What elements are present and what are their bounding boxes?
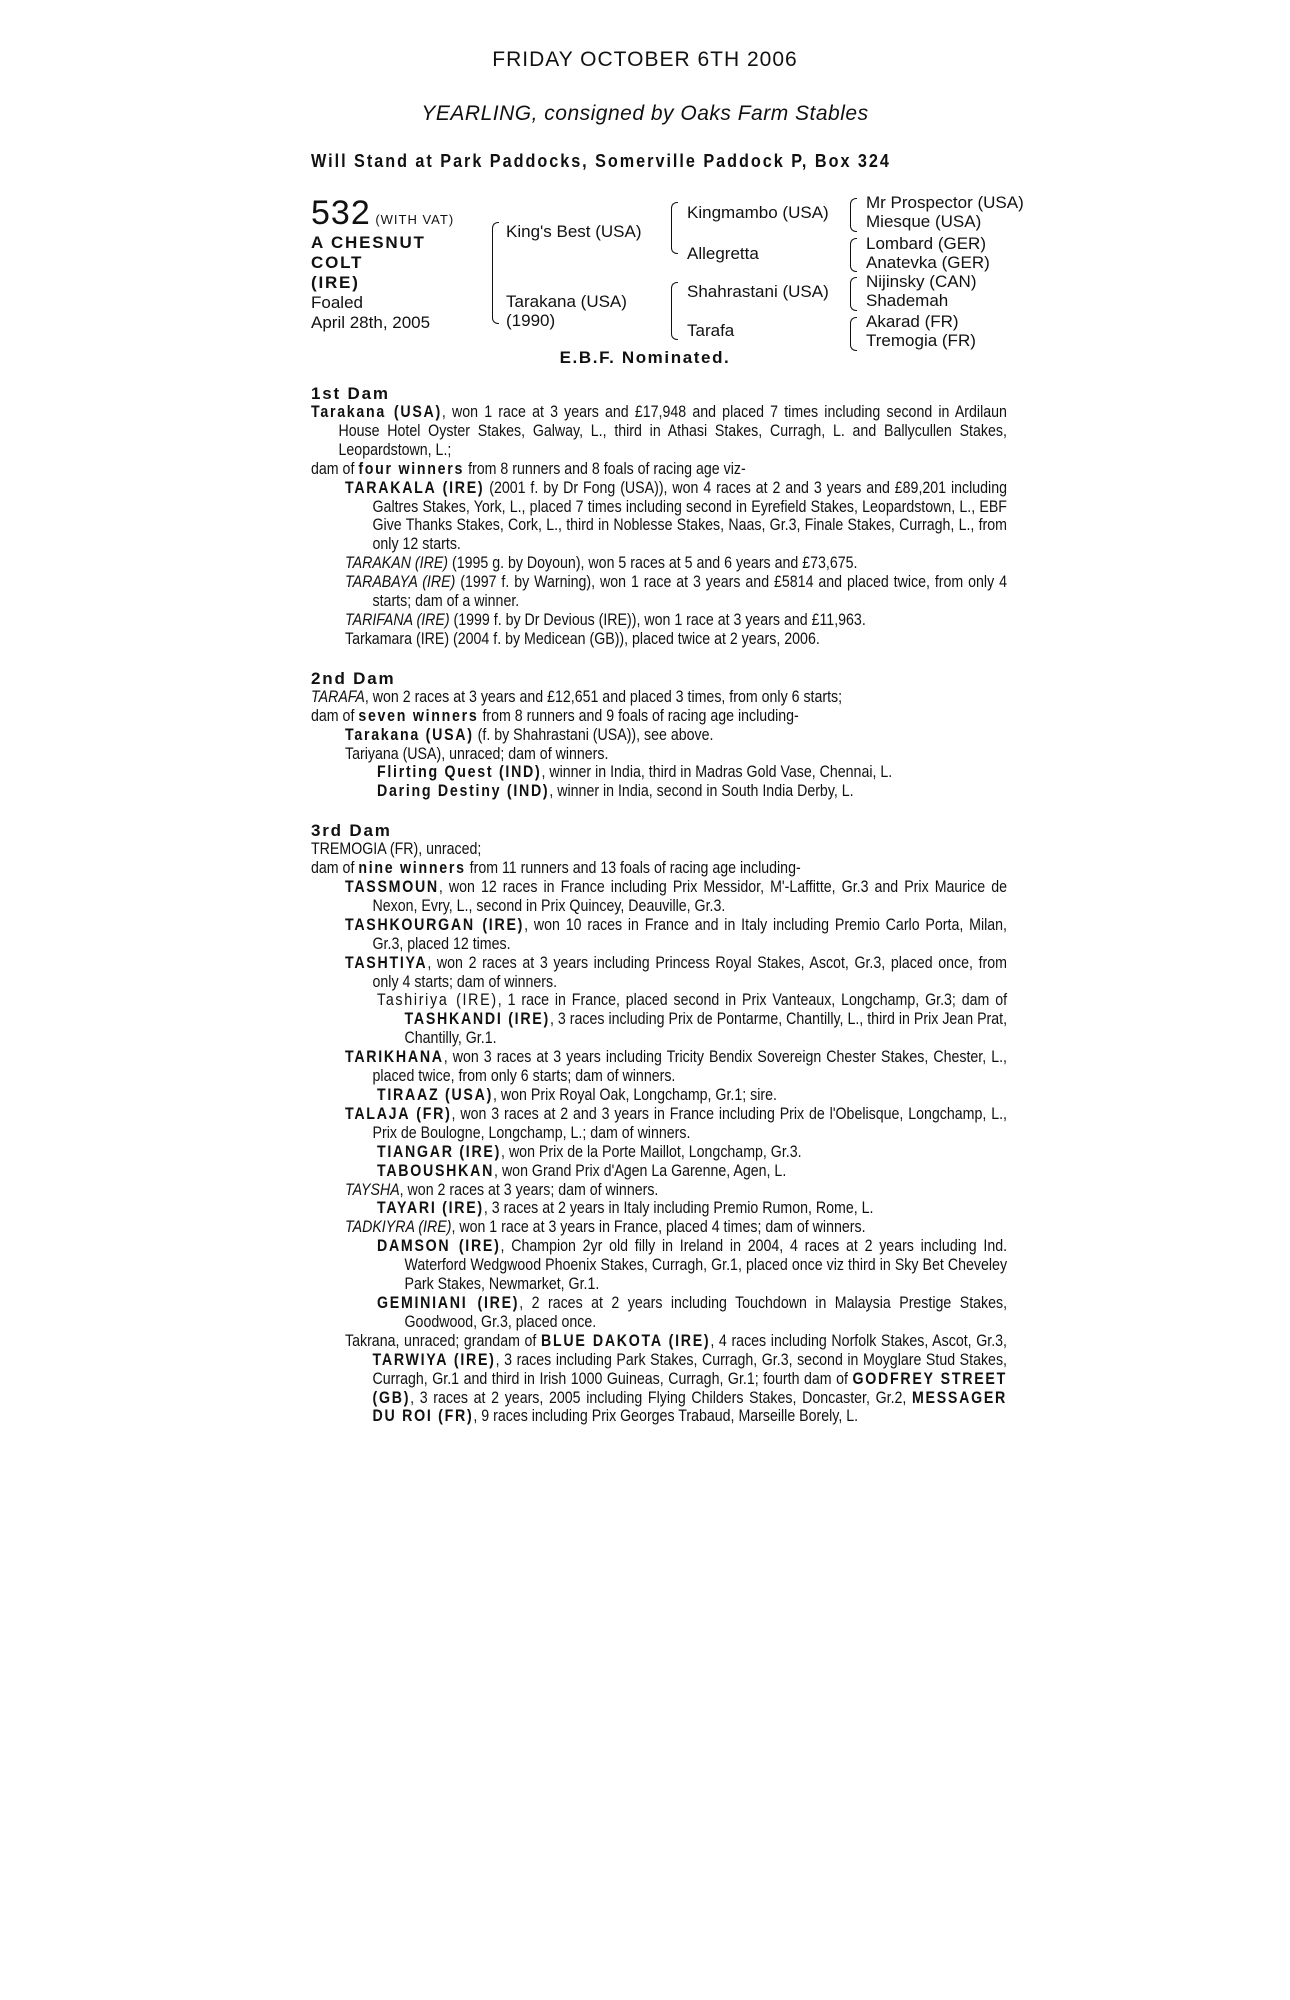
dam-paragraph: TREMOGIA (FR), unraced; (311, 840, 482, 859)
pedigree-gen3: Shademah (866, 291, 949, 310)
grand-offspring-entry: DAMSON (IRE), Champion 2yr old filly in Ireland in 2004, 4 races at 2 years including Ind. Waterford Wedgwood Phoenix Stakes, Curragh, Gr.1, placed once viz third in Sky Bet Cheveley Park Stakes, Newmarket, Gr.1. (377, 1237, 1008, 1294)
pedigree-gen2: Tarafa (687, 321, 735, 340)
pedigree-brace (850, 277, 857, 311)
offspring-entry: TASSMOUN, won 12 races in France including Prix Messidor, M'-Laffitte, Gr.3 and Prix Maurice de Nexon, Evry, L., second in Prix Quincey, Deauville, Gr.3. (345, 878, 1007, 915)
pedigree-gen3: Mr Prospector (USA) (866, 193, 1024, 212)
ebf-nominated: E.B.F. Nominated. (559, 348, 731, 367)
pedigree-gen3: Nijinsky (CAN) (866, 272, 977, 291)
offspring-entry: TARIFANA (IRE) (1999 f. by Dr Devious (IRE)), won 1 race at 3 years and £11,963. (345, 610, 866, 629)
grand-offspring-entry: GEMINIANI (IRE), 2 races at 2 years including Touchdown in Malaysia Prestige Stakes, Goodwood, Gr.3, placed once. (377, 1293, 1008, 1331)
pedigree-gen2: Allegretta (687, 244, 759, 263)
offspring-entry: TARAKAN (IRE) (1995 g. by Doyoun), won 5 races at 5 and 6 years and £73,675. (345, 554, 858, 573)
dam-paragraph: TARAFA, won 2 races at 3 years and £12,651 and placed 3 times, from only 6 starts; (311, 687, 843, 706)
lot-block (311, 194, 476, 333)
offspring-entry: TARAKALA (IRE) (2001 f. by Dr Fong (USA)), won 4 races at 2 and 3 years and £89,201 including Galtres Stakes, York, L., placed 7 times including second in Eyrefield Stakes, Leopardstown, L., EBF Give Thanks Stakes, Cork, L., third in Noblesse Stakes, Naas, Gr.3, Finale Stakes, Curragh, L., from only 12 starts. (345, 478, 1007, 554)
stabling-line: Will Stand at Park Paddocks, Somerville Paddock P, Box 324 (311, 151, 891, 171)
pedigree-gen3: Miesque (USA) (866, 212, 982, 231)
offspring-entry: TASHKOURGAN (IRE), won 10 races in France and in Italy including Premio Carlo Porta, Milan, Gr.3, placed 12 times. (345, 915, 1007, 953)
pedigree-brace (671, 282, 678, 340)
offspring-entry: Tariyana (USA), unraced; dam of winners. (345, 744, 609, 763)
pedigree-gen3: Anatevka (GER) (866, 253, 990, 272)
offspring-entry: TASHTIYA, won 2 races at 3 years including Princess Royal Stakes, Ascot, Gr.3, placed once, from only 4 starts; dam of winners. (345, 953, 1007, 991)
grand-offspring-entry: TABOUSHKAN, won Grand Prix d'Agen La Garenne, Agen, L. (377, 1161, 787, 1180)
pedigree-brace (850, 317, 857, 351)
lot-description: A CHESNUT COLT (311, 233, 426, 272)
foaled-label: Foaled (311, 293, 363, 312)
offspring-entry: TADKIYRA (IRE), won 1 race at 3 years in France, placed 4 times; dam of winners. (345, 1218, 866, 1237)
pedigree-sire: King's Best (USA) (506, 222, 642, 241)
pedigree-brace (850, 238, 857, 272)
pedigree-dam: Tarakana (USA) (506, 292, 627, 311)
offspring-entry: TARIKHANA, won 3 races at 3 years including Tricity Bendix Sovereign Chester Stakes, Chester, L., placed twice, from only 6 starts; dam of winners. (345, 1048, 1007, 1086)
sale-date: FRIDAY OCTOBER 6TH 2006 (492, 48, 798, 71)
pedigree-gen3: Tremogia (FR) (866, 331, 976, 350)
offspring-entry: TARABAYA (IRE) (1997 f. by Warning), won 1 race at 3 years and £5814 and placed twice, from only 4 starts; dam of a winner. (345, 573, 1007, 611)
dam-produce-summary: dam of seven winners from 8 runners and 9 foals of racing age including- (311, 706, 799, 725)
dam-produce-summary: dam of four winners from 8 runners and 8 foals of racing age viz- (311, 459, 746, 478)
dam-paragraph: Tarakana (USA), won 1 race at 3 years and £17,948 and placed 7 times including second in Ardilaun House Hotel Oyster Stakes, Galway, L., third in Athasi Stakes, Curragh, L. and Ballycullen Stakes, Leopardstown, L.; (311, 403, 1007, 459)
grand-offspring-entry: Daring Destiny (IND), winner in India, second in South India Derby, L. (377, 782, 854, 801)
offspring-entry: TAYSHA, won 2 races at 3 years; dam of winners. (345, 1180, 659, 1199)
grand-offspring-entry: Flirting Quest (IND), winner in India, third in Madras Gold Vase, Chennai, L. (377, 763, 893, 782)
lot-number: 532 (311, 194, 371, 232)
vat-note: (WITH VAT) (375, 212, 455, 227)
dam-produce-summary: dam of nine winners from 11 runners and 13 foals of racing age including- (311, 859, 801, 878)
pedigree-dam-year: (1990) (506, 311, 556, 330)
consignor-line: YEARLING, consigned by Oaks Farm Stables (421, 102, 869, 125)
pedigree-brace (671, 202, 678, 254)
offspring-entry: Tarakana (USA) (f. by Shahrastani (USA)), see above. (345, 725, 714, 744)
pedigree-brace (850, 198, 857, 232)
dam-heading: 3rd Dam (311, 821, 392, 841)
grand-offspring-entry: TIRAAZ (USA), won Prix Royal Oak, Longchamp, Gr.1; sire. (377, 1086, 777, 1104)
dam-heading: 1st Dam (311, 384, 390, 403)
pedigree-gen2: Shahrastani (USA) (687, 282, 829, 301)
dam-heading: 2nd Dam (311, 668, 396, 688)
produce-record (311, 384, 1008, 1426)
grand-offspring-entry: TAYARI (IRE), 3 races at 2 years in Italy including Premio Rumon, Rome, L. (377, 1199, 874, 1218)
pedigree-gen2: Kingmambo (USA) (687, 203, 829, 222)
grand-offspring-entry: Tashiriya (IRE), 1 race in France, placed second in Prix Vanteaux, Longchamp, Gr.3; dam of TASHKANDI (IRE), 3 races including Prix de Pontarme, Chantilly, L., third in Prix Jean Prat, Chantilly, Gr.1. (377, 991, 1008, 1048)
foaled-date: April 28th, 2005 (311, 313, 431, 332)
offspring-entry: Takrana, unraced; grandam of BLUE DAKOTA (IRE), 4 races including Norfolk Stakes, Ascot, Gr.3, TARWIYA (IRE), 3 races including Park Stakes, Curragh, Gr.3, second in Moyglare Stud Stakes, Curragh, Gr.1 and third in Irish 1000 Guineas, Curragh, Gr.1; fourth dam of GODFREY STREET (GB), 3 races at 2 years, 2005 including Flying Childers Stakes, Doncaster, Gr.2, MESSAGER DU ROI (FR), 9 races including Prix Georges Trabaud, Marseille Borely, L. (345, 1331, 1007, 1426)
lot-country: (IRE) (311, 273, 360, 292)
pedigree-gen3: Lombard (GER) (866, 234, 986, 253)
grand-offspring-entry: TIANGAR (IRE), won Prix de la Porte Maillot, Longchamp, Gr.3. (377, 1142, 802, 1161)
pedigree-gen3: Akarad (FR) (866, 312, 959, 331)
pedigree-brace (492, 222, 499, 324)
offspring-entry: TALAJA (FR), won 3 races at 2 and 3 years in France including Prix de l'Obelisque, Longchamp, L., Prix de Boulogne, Longchamp, L.; dam of winners. (345, 1104, 1007, 1142)
offspring-entry: Tarkamara (IRE) (2004 f. by Medicean (GB)), placed twice at 2 years, 2006. (345, 629, 820, 648)
